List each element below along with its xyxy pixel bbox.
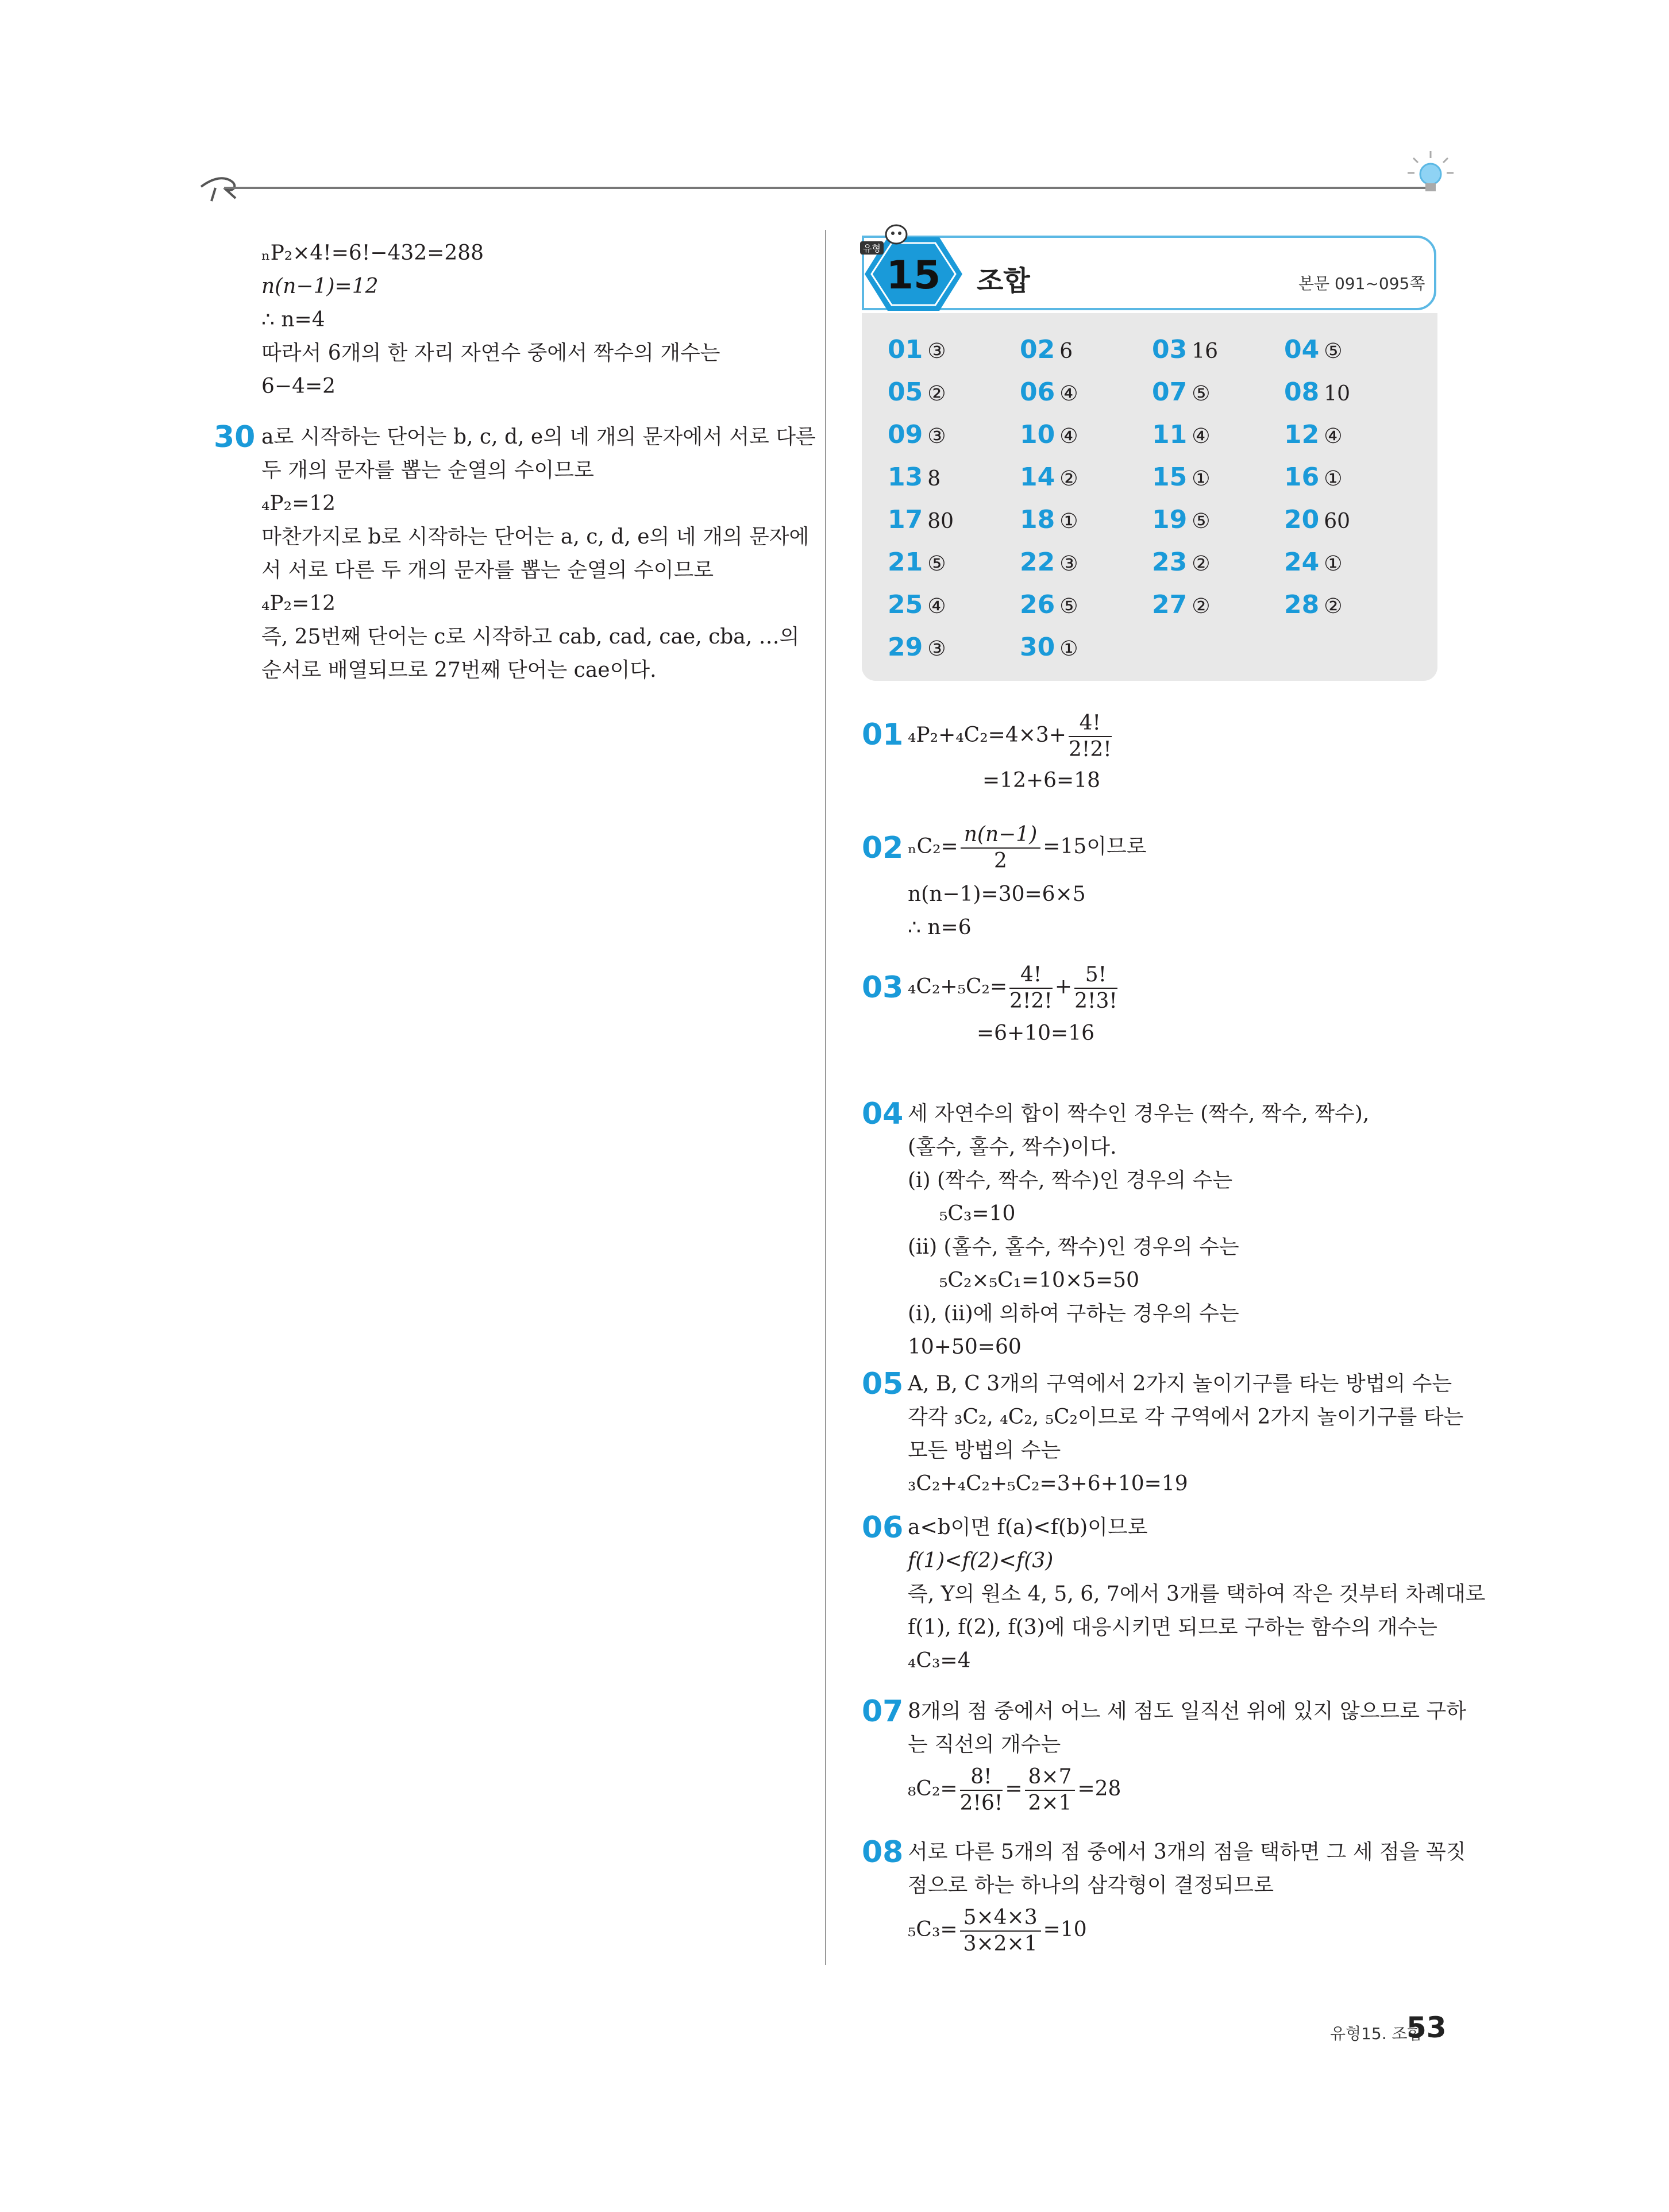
q03-frac-2 — [1074, 962, 1117, 1014]
answer-item — [888, 584, 946, 631]
answer-number: 14 — [1020, 463, 1055, 492]
solution-number-07: 07 — [862, 1694, 904, 1729]
solution-number-01: 01 — [862, 718, 904, 752]
answer-item — [888, 414, 946, 461]
answer-number: 24 — [1284, 548, 1320, 577]
q02-line2: n(n−1)=30=6×5 — [908, 883, 1086, 906]
answer-item — [888, 329, 946, 376]
answer-value: ⑤ — [927, 552, 946, 576]
answer-value: 16 — [1192, 340, 1219, 363]
answer-item — [1152, 371, 1211, 419]
answer-item — [1152, 414, 1211, 461]
answer-item — [888, 456, 941, 504]
answer-item — [1020, 499, 1078, 546]
answer-value: 8 — [927, 467, 941, 491]
answer-value: ⑤ — [1192, 382, 1211, 406]
q07-eq — [908, 1764, 1121, 1816]
q08-eq — [908, 1905, 1087, 1957]
q30-line: 즉, 25번째 단어는 c로 시작하고 cab, cad, cae, cba, …의 — [261, 625, 800, 649]
answer-number: 07 — [1152, 377, 1188, 407]
q08-frac-num: 5×4×3 — [960, 1905, 1041, 1932]
answer-number: 04 — [1284, 335, 1320, 364]
answer-number: 22 — [1020, 548, 1055, 577]
answer-item — [1020, 626, 1078, 674]
answer-item — [888, 626, 946, 674]
q08-eq-pre: ₅C₃= — [908, 1918, 958, 1941]
ribbon-knot-icon — [201, 178, 236, 201]
q08-frac — [960, 1905, 1041, 1957]
answer-value: ④ — [1192, 425, 1211, 448]
answer-number: 20 — [1284, 505, 1320, 534]
q30-line: 순서로 배열되므로 27번째 단어는 cae이다. — [261, 658, 657, 682]
q08-eq-post: =10 — [1043, 1918, 1087, 1941]
q07-frac2-num: 8×7 — [1025, 1764, 1076, 1791]
answer-value: ① — [1192, 467, 1211, 491]
answer-item — [1284, 414, 1343, 461]
solution-number-04: 04 — [862, 1097, 904, 1131]
answer-value: ④ — [1324, 425, 1343, 448]
q07-frac-1 — [960, 1764, 1003, 1816]
answer-item — [1020, 541, 1078, 589]
q03-frac1-num: 4! — [1009, 962, 1053, 989]
page-reference: 본문 091~095쪽 — [1298, 274, 1425, 293]
left-line-3: ∴ n=4 — [261, 308, 325, 332]
q04-line: ₅C₃=10 — [939, 1202, 1016, 1226]
solution-number-08: 08 — [862, 1835, 904, 1870]
answer-value: ② — [1059, 467, 1078, 491]
q07-eq-mid: = — [1005, 1777, 1023, 1801]
q04-line: (ⅱ) (홀수, 홀수, 짝수)인 경우의 수는 — [908, 1235, 1239, 1259]
mascot-icon — [879, 218, 913, 247]
answer-number: 03 — [1152, 335, 1188, 364]
answer-value: ② — [927, 382, 946, 406]
q01-eq — [908, 710, 1114, 762]
answer-item — [1152, 456, 1211, 504]
q03-plus: + — [1054, 975, 1073, 999]
q08-line: 점으로 하는 하나의 삼각형이 결정되므로 — [908, 1874, 1274, 1897]
chapter-number: 15 — [886, 253, 941, 298]
answer-value: ① — [1324, 467, 1343, 491]
answer-value: ① — [1324, 552, 1343, 576]
q07-eq-pre: ₈C₂= — [908, 1777, 958, 1801]
answer-item — [1284, 329, 1343, 376]
answer-item — [1020, 456, 1078, 504]
answer-item — [1284, 541, 1343, 589]
q04-line: 10+50=60 — [908, 1335, 1022, 1359]
answer-number: 18 — [1020, 505, 1055, 534]
q07-frac2-den: 2×1 — [1028, 1791, 1072, 1815]
answer-value: ⑤ — [1324, 340, 1343, 363]
q04-line: (ⅰ) (짝수, 짝수, 짝수)인 경우의 수는 — [908, 1169, 1233, 1192]
solution-number-06: 06 — [862, 1510, 904, 1545]
answer-item — [1020, 329, 1073, 376]
q06-line: f(1)<f(2)<f(3) — [908, 1549, 1054, 1573]
answer-value: ⑤ — [1192, 510, 1211, 533]
q04-line: ₅C₂×₅C₁=10×5=50 — [939, 1269, 1139, 1292]
q30-line: ₄P₂=12 — [261, 592, 336, 615]
q05-line: A, B, C 3개의 구역에서 2가지 놀이기구를 타는 방법의 수는 — [908, 1372, 1452, 1396]
q02-eq-post: =15이므로 — [1043, 835, 1147, 858]
q02-eq — [908, 822, 1147, 874]
q05-line: ₃C₂+₄C₂+₅C₂=3+6+10=19 — [908, 1472, 1188, 1496]
q04-line: 세 자연수의 합이 짝수인 경우는 (짝수, 짝수, 짝수), — [908, 1102, 1370, 1126]
answer-value: ④ — [1059, 382, 1078, 406]
answer-item — [1284, 499, 1350, 546]
q30-line: ₄P₂=12 — [261, 492, 336, 515]
q06-line: f(1), f(2), f(3)에 대응시키면 되므로 구하는 함수의 개수는 — [908, 1616, 1437, 1639]
answer-item — [1152, 329, 1218, 376]
answer-number: 25 — [888, 590, 923, 619]
left-line-4: 따라서 6개의 한 자리 자연수 중에서 짝수의 개수는 — [261, 341, 720, 365]
q03-frac2-den: 2!3! — [1074, 989, 1117, 1013]
answer-item — [1152, 541, 1211, 589]
answer-number: 16 — [1284, 463, 1320, 492]
answer-item — [888, 499, 954, 546]
answer-number: 27 — [1152, 590, 1188, 619]
chapter-tag: 유형 — [860, 241, 884, 255]
solution-number-05: 05 — [862, 1367, 904, 1401]
answer-number: 06 — [1020, 377, 1055, 407]
answer-value: 80 — [927, 510, 954, 533]
answer-number: 08 — [1284, 377, 1320, 407]
question-number-30: 30 — [214, 420, 256, 454]
left-line-5: 6−4=2 — [261, 375, 336, 398]
answer-item — [1152, 584, 1211, 631]
q03-frac1-den: 2!2! — [1009, 989, 1053, 1013]
solution-number-03: 03 — [862, 970, 904, 1005]
answer-number: 28 — [1284, 590, 1320, 619]
q30-line: 서 서로 다른 두 개의 문자를 뽑는 순열의 수이므로 — [261, 558, 714, 582]
q04-line: (ⅰ), (ⅱ)에 의하여 구하는 경우의 수는 — [908, 1302, 1239, 1325]
q03-eq — [908, 962, 1120, 1014]
answer-item — [1020, 371, 1078, 419]
solution-number-02: 02 — [862, 831, 904, 865]
answer-number: 09 — [888, 420, 923, 449]
q03-frac-1 — [1009, 962, 1053, 1014]
page-number: 53 — [1406, 2011, 1447, 2044]
lightbulb-icon — [1408, 151, 1454, 191]
q07-eq-post: =28 — [1077, 1777, 1121, 1801]
column-divider — [825, 230, 826, 1965]
q04-line: (홀수, 홀수, 짝수)이다. — [908, 1135, 1117, 1159]
answer-item — [1020, 584, 1078, 631]
top-rule — [190, 147, 1465, 221]
answer-value: 10 — [1324, 382, 1351, 406]
footer-label: 유형15. 조합 — [1330, 2024, 1423, 2043]
answer-item — [1284, 371, 1350, 419]
q02-frac-num: n(n−1) — [961, 822, 1041, 849]
q03-line2: =6+10=16 — [977, 1022, 1095, 1045]
answer-value: ⑤ — [1059, 595, 1078, 618]
answer-number: 17 — [888, 505, 923, 534]
answer-number: 12 — [1284, 420, 1320, 449]
answer-item — [1284, 456, 1343, 504]
q01-frac-den: 2!2! — [1068, 738, 1112, 761]
q06-line: 즉, Y의 원소 4, 5, 6, 7에서 3개를 택하여 작은 것부터 차례대로 — [908, 1582, 1486, 1606]
answer-number: 05 — [888, 377, 923, 407]
answer-value: ① — [1059, 510, 1078, 533]
q06-line: a<b이면 f(a)<f(b)이므로 — [908, 1516, 1148, 1539]
q05-line: 모든 방법의 수는 — [908, 1439, 1061, 1462]
answer-value: ④ — [1059, 425, 1078, 448]
answer-number: 19 — [1152, 505, 1188, 534]
q01-eq-pre: ₄P₂+₄C₂=4×3+ — [908, 723, 1066, 747]
q01-frac-num: 4! — [1069, 711, 1112, 737]
answer-value: ③ — [927, 637, 946, 661]
answer-item — [888, 371, 946, 419]
q02-line3: ∴ n=6 — [908, 916, 972, 939]
answer-item — [1020, 414, 1078, 461]
q07-frac1-num: 8! — [960, 1764, 1003, 1791]
q03-eq-pre: ₄C₂+₅C₂= — [908, 975, 1008, 999]
q07-line: 는 직선의 개수는 — [908, 1733, 1061, 1756]
answer-item — [888, 541, 946, 589]
q06-line: ₄C₃=4 — [908, 1649, 971, 1673]
answer-value: ③ — [1059, 552, 1078, 576]
answer-number: 15 — [1152, 463, 1188, 492]
answer-panel — [862, 313, 1437, 681]
answer-number: 29 — [888, 633, 923, 662]
q07-line: 8개의 점 중에서 어느 세 점도 일직선 위에 있지 않으므로 구하 — [908, 1700, 1466, 1723]
q01-frac — [1069, 711, 1112, 762]
answer-number: 10 — [1020, 420, 1055, 449]
q02-eq-pre: ₙC₂= — [908, 835, 958, 858]
answer-number: 02 — [1020, 335, 1055, 364]
answer-value: 6 — [1059, 340, 1073, 363]
answer-number: 23 — [1152, 548, 1188, 577]
answer-number: 13 — [888, 463, 923, 492]
q08-frac-den: 3×2×1 — [963, 1932, 1038, 1956]
answer-value: ③ — [927, 425, 946, 448]
answer-value: ① — [1059, 637, 1078, 661]
answer-value: ④ — [927, 595, 946, 618]
q02-frac-den: 2 — [994, 849, 1007, 873]
answer-number: 21 — [888, 548, 923, 577]
answer-item — [1284, 584, 1343, 631]
q05-line: 각각 ₃C₂, ₄C₂, ₅C₂이므로 각 구역에서 2가지 놀이기구를 타는 — [908, 1405, 1464, 1429]
q07-frac-2 — [1025, 1764, 1076, 1816]
q01-line2: =12+6=18 — [982, 769, 1101, 792]
q30-line: 두 개의 문자를 뽑는 순열의 수이므로 — [261, 458, 594, 482]
answer-value: 60 — [1324, 510, 1351, 533]
left-line-2: n(n−1)=12 — [261, 275, 379, 298]
q02-frac — [961, 822, 1041, 874]
answer-number: 26 — [1020, 590, 1055, 619]
answer-value: ② — [1192, 595, 1211, 618]
q03-frac2-num: 5! — [1074, 962, 1117, 989]
q08-line: 서로 다른 5개의 점 중에서 3개의 점을 택하면 그 세 점을 꼭짓 — [908, 1840, 1466, 1864]
q30-line: 마찬가지로 b로 시작하는 단어는 a, c, d, e의 네 개의 문자에 — [261, 525, 810, 549]
q07-frac1-den: 2!6! — [959, 1791, 1003, 1815]
answer-number: 30 — [1020, 633, 1055, 662]
q30-line: a로 시작하는 단어는 b, c, d, e의 네 개의 문자에서 서로 다른 — [261, 425, 816, 449]
answer-value: ② — [1324, 595, 1343, 618]
answer-item — [1152, 499, 1211, 546]
answer-number: 01 — [888, 335, 923, 364]
answer-value: ② — [1192, 552, 1211, 576]
left-line-1: ₙP₂×4!=6!−432=288 — [261, 241, 484, 265]
chapter-title: 조합 — [977, 265, 1030, 297]
answer-number: 11 — [1152, 420, 1188, 449]
answer-value: ③ — [927, 340, 946, 363]
